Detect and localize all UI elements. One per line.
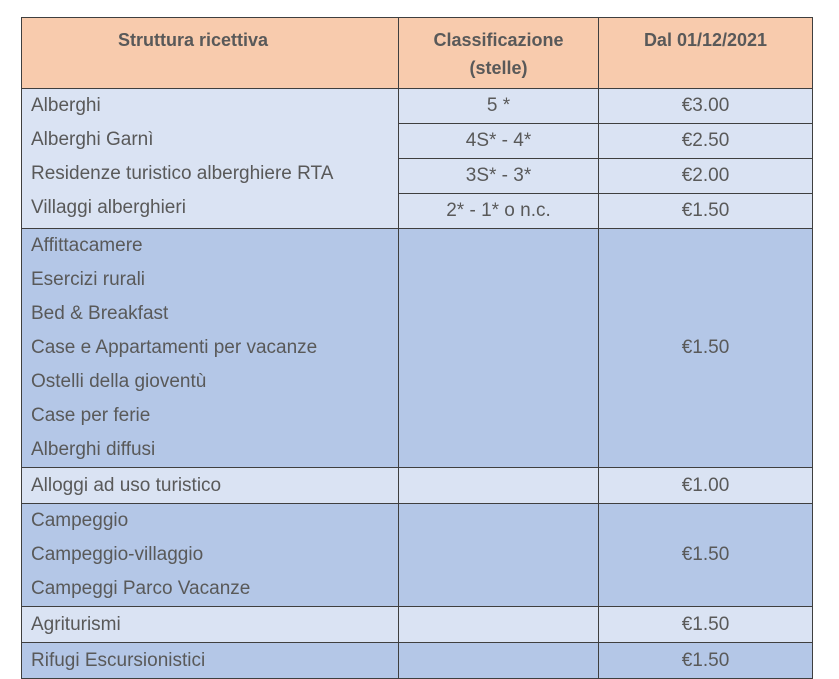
row-label: Rifugi Escursionistici	[22, 643, 399, 679]
price-cell: €1.50	[599, 194, 813, 229]
price-cell: €1.00	[599, 468, 813, 504]
row-label: Case e Appartamenti per vacanze	[31, 337, 318, 358]
row-label: Alberghi	[31, 95, 101, 116]
row-label: Esercizi rurali	[31, 269, 146, 290]
group1-names	[22, 89, 399, 229]
table-row	[22, 504, 813, 607]
header-row	[22, 18, 813, 89]
row-label: Affittacamere	[31, 235, 143, 256]
price-cell: €1.50	[599, 607, 813, 643]
stars-cell: 2* - 1* o n.c.	[399, 194, 599, 229]
header-classificazione-line2: (stelle)	[469, 58, 528, 78]
row-label: Agriturismi	[22, 607, 399, 643]
row-label: Case per ferie	[31, 405, 151, 426]
stars-cell: 5 *	[399, 89, 599, 124]
stars-cell-empty	[399, 504, 599, 607]
price-cell: €1.50	[599, 229, 813, 468]
price-cell: €1.50	[599, 643, 813, 679]
price-cell: €2.00	[599, 159, 813, 194]
price-cell: €1.50	[599, 504, 813, 607]
header-classificazione	[399, 18, 599, 89]
stars-cell-empty	[399, 643, 599, 679]
header-struttura: Struttura ricettiva	[22, 18, 399, 89]
row-label: Alloggi ad uso turistico	[22, 468, 399, 504]
stars-cell-empty	[399, 468, 599, 504]
header-date: Dal 01/12/2021	[599, 18, 813, 89]
row-label: Ostelli della gioventù	[31, 371, 207, 392]
table-row	[22, 643, 813, 679]
row-label: Residenze turistico alberghiere RTA	[31, 163, 334, 184]
stars-cell: 3S* - 3*	[399, 159, 599, 194]
table-row	[22, 89, 813, 124]
group4-names	[22, 504, 399, 607]
stars-cell-empty	[399, 229, 599, 468]
price-cell: €3.00	[599, 89, 813, 124]
row-label: Bed & Breakfast	[31, 303, 169, 324]
tourist-tax-table	[21, 17, 813, 679]
table-row	[22, 607, 813, 643]
row-label: Villaggi alberghieri	[31, 197, 186, 218]
row-label: Campeggi Parco Vacanze	[31, 578, 251, 599]
table-row	[22, 229, 813, 468]
price-cell: €2.50	[599, 124, 813, 159]
header-classificazione-line1: Classificazione	[433, 30, 564, 50]
stars-cell-empty	[399, 607, 599, 643]
row-label: Alberghi Garnì	[31, 129, 154, 150]
stars-cell: 4S* - 4*	[399, 124, 599, 159]
row-label: Campeggio-villaggio	[31, 544, 204, 565]
group2-names	[22, 229, 399, 468]
row-label: Campeggio	[31, 510, 129, 531]
row-label: Alberghi diffusi	[31, 439, 156, 460]
table-row	[22, 468, 813, 504]
